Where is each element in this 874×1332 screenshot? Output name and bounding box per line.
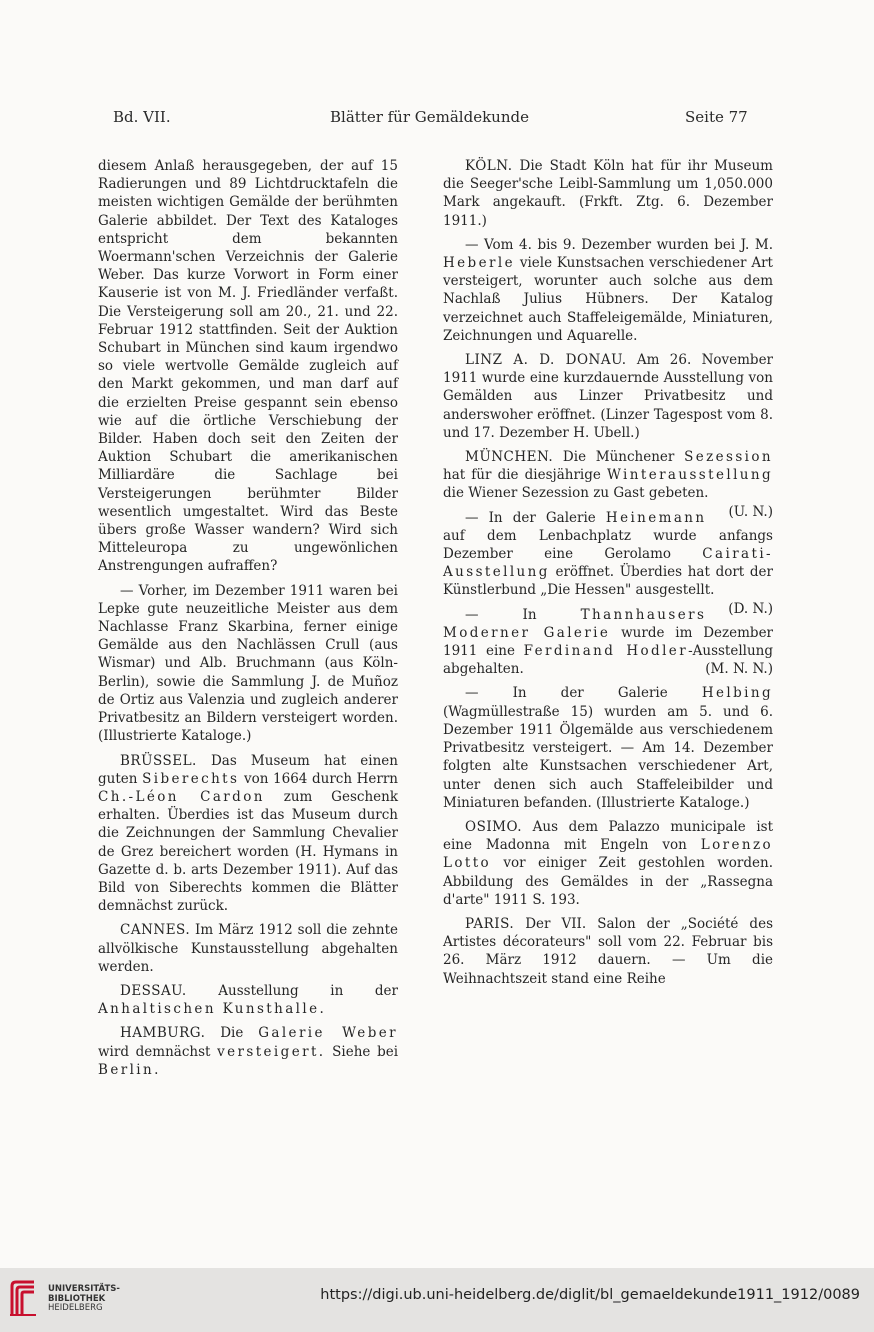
entry-heading: PARIS.: [465, 915, 515, 932]
entry-muenchen-heinemann: — In der Galerie Heinemann auf dem Lenbachplatz wurde anfangs Dezember eine Gerolamo Cairati-Ausstellung eröffnet. Überdies hat dort der Künstlerbund „Die Hessen" ausgestellt. (D. N.): [443, 509, 773, 617]
source-signature: (M. N. N.): [705, 661, 773, 678]
right-column: [443, 157, 773, 994]
entry-cannes: CANNES. Im März 1912 soll die zehnte allvölkische Kunstausstellung abgehalten werden.: [98, 922, 398, 975]
entry-heading: MÜNCHEN.: [465, 449, 554, 466]
entry-heading: KÖLN.: [465, 158, 513, 174]
viewer-footer: [0, 1268, 874, 1332]
entry-heading: DESSAU.: [120, 982, 187, 999]
entry-osimo: OSIMO. Aus dem Palazzo municipale ist eine Madonna mit Engeln von Lorenzo Lotto vor einiger Zeit gestohlen worden. Abbildung des Gemäldes in der „Rassegna d'arte" 1911 S. 193.: [443, 818, 774, 908]
entry-bruessel: BRÜSSEL. Das Museum hat einen guten Siberechts von 1664 durch Herrn Ch.-Léon Cardon zum Geschenk erhalten. Überdies ist das Museum durch die Zeichnungen der Sammlung Chevalier de Grez bereichert worden (H. Hymans in Gazette d. b. arts Dezember 1911). Auf das Bild von Siberechts kommen die Blätter demnächst zurück.: [98, 752, 399, 915]
entry-koeln: KÖLN. Die Stadt Köln hat für ihr Museum die Seeger'sche Leibl-Sammlung um 1,050.000 Mark angekauft. (Frkft. Ztg. 6. Dezember 1911.): [443, 158, 773, 229]
permalink-url[interactable]: https://digi.ub.uni-heidelberg.de/diglit/bl_gemaeldekunde1911_1912/0089: [320, 1287, 860, 1303]
entry-paris: PARIS. Der VII. Salon der „Société des Artistes décorateurs" soll vom 22. Februar bis 26. März 1912 dauern. — Um die Weihnachtszeit stand eine Reihe: [443, 915, 773, 987]
paragraph-catalogue: diesem Anlaß herausgegeben, der auf 15 Radierungen und 89 Lichtdrucktafeln die meisten wichtigen Gemälde der berühmten Galerie abbildet. Der Text des Kataloges entspricht dem bekannten Woermann'schen Verzeichnis der Galerie Weber. Das kurze Vorwort in Form einer Kauserie ist von M. J. Friedländer verfaßt. Die Versteigerung soll am 20., 21. und 22. Februar 1912 stattfinden. Seit der Auktion Schubart in München sind kaum irgendwo so viele wertvolle Gemälde zugleich auf den Markt gekommen, und man darf auf die erzielten Preise gespannt sein ebenso wie auf die örtliche Verschiebung der Bilder. Haben doch seit den Zeiten der Auktion Schubart die amerikanischen Milliardäre die Sachlage bei Versteigerungen berühmter Bilder wesentlich umgestaltet. Wird das Beste übers große Wasser wandern? Wird sich Mitteleuropa zu ungewönlichen Anstrengungen aufraffen?: [98, 158, 398, 575]
entry-heading: HAMBURG.: [120, 1025, 206, 1042]
volume-label: Bd. VII.: [113, 108, 171, 126]
source-signature: (D. N.): [728, 600, 773, 617]
paragraph-lepke: — Vorher, im Dezember 1911 waren bei Lepke gute neuzeitliche Meister aus dem Nachlasse Franz Skarbina, ferner einige Gemälde aus den Nachlässen Crull (aus Wismar) und Alb. Bruchmann (aus Köln-Berlin), sowie die Sammlung J. de Muñoz de Ortiz aus Valenzia und zugleich anderer Privatbesitz an Bildern versteigert worden. (Illustrierte Kataloge.): [98, 582, 398, 745]
entry-muenchen-helbing: — In der Galerie Helbing (Wagmüllestraße 15) wurden am 5. und 6. Dezember 1911 Ölgemälde aus verschiedenem Privatbesitz versteigert. — Am 14. Dezember folgten alte Kunstsachen verschiedener Art, unter denen sich auch Staffeleibilder und Miniaturen befanden. (Illustrierte Kataloge.): [443, 685, 773, 811]
journal-title: Blätter für Gemäldekunde: [330, 108, 529, 126]
entry-dessau: DESSAU. Ausstellung in der Anhaltischen Kunsthalle.: [98, 982, 399, 1018]
running-header: [0, 108, 874, 132]
entry-heading: LINZ A. D. DONAU.: [465, 352, 627, 369]
library-logo-icon[interactable]: [8, 1278, 40, 1318]
source-signature: (U. N.): [728, 503, 773, 520]
entry-heading: OSIMO.: [465, 818, 523, 835]
entry-linz: LINZ A. D. DONAU. Am 26. November 1911 wurde eine kurzdauernde Ausstellung von Gemälden aus Linzer Privatbesitz und anderswoher eröffnet. (Linzer Tagespost vom 8. und 17. Dezember H. Ubell.): [443, 352, 774, 441]
left-column: [98, 157, 398, 1085]
entry-heading: BRÜSSEL.: [120, 752, 197, 769]
library-name: UNIVERSITÄTS- BIBLIOTHEK HEIDELBERG: [48, 1284, 120, 1313]
entry-koeln-heberle: — Vom 4. bis 9. Dezember wurden bei J. M. Heberle viele Kunstsachen verschiedener Art versteigert, worunter auch solche aus dem Nachlaß Julius Hübners. Der Katalog verzeichnet auch Staffeleigemälde, Miniaturen, Zeichnungen und Aquarelle.: [443, 236, 773, 344]
entry-hamburg: HAMBURG. Die Galerie Weber wird demnächst versteigert. Siehe bei Berlin.: [98, 1025, 399, 1078]
page-number: Seite 77: [685, 108, 748, 126]
entry-heading: CANNES.: [120, 922, 191, 939]
entry-muenchen: MÜNCHEN. Die Münchener Sezession hat für die diesjährige Winterausstellung die Wiener Sezession zu Gast gebeten. (U. N.): [443, 449, 774, 520]
entry-muenchen-thannhauser: — In Thannhausers Moderner Galerie wurde im Dezember 1911 eine Ferdinand Hodler-Ausstellung abgehalten. (M. N. N.): [443, 606, 774, 678]
